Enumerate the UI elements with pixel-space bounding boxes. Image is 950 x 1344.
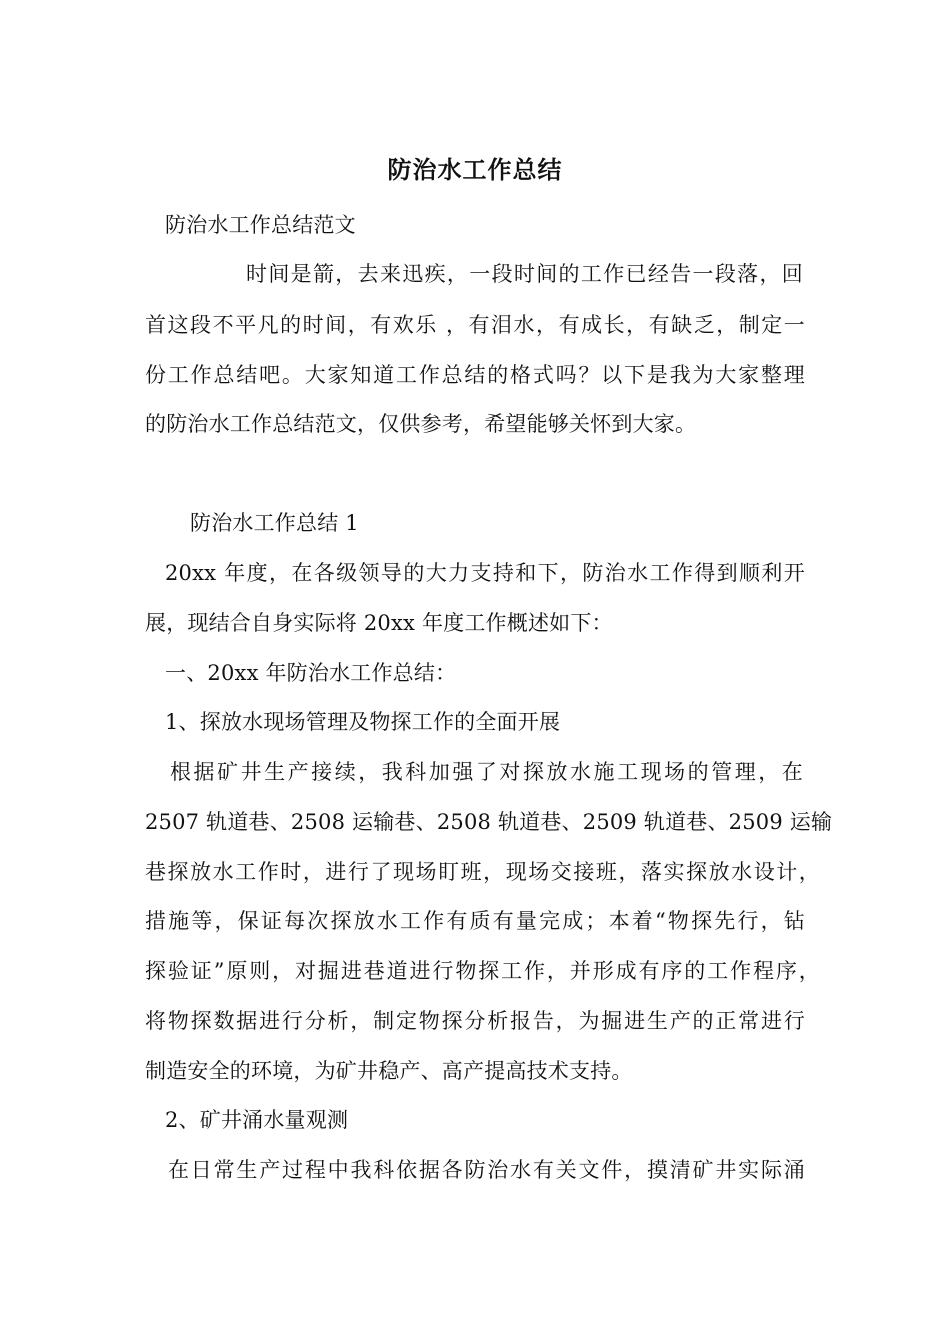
item1-title: 1、探放水现场管理及物探工作的全面开展	[165, 710, 561, 734]
intro-line-2: 首这段不平凡的时间，有欢乐 ，有泪水，有成长，有缺乏，制定一	[145, 313, 805, 337]
item1-line-2: 2507 轨道巷、2508 运输巷、2508 轨道巷、2509 轨道巷、2509 运输	[145, 810, 833, 834]
document-title: 防治水工作总结	[387, 155, 563, 184]
item2-title: 2、矿井涌水量观测	[165, 1108, 349, 1132]
intro-line-1: 时间是箭，去来迅疾，一段时间的工作已经告一段落，回	[246, 262, 803, 286]
section-heading: 防治水工作总结 1	[190, 511, 359, 535]
heading-one: 一、20xx 年防治水工作总结：	[165, 661, 457, 685]
intro-line-3: 份工作总结吧。大家知道工作总结的格式吗？以下是我为大家整理	[145, 363, 805, 387]
para1-line-1: 20xx 年度，在各级领导的大力支持和下，防治水工作得到顺利开	[165, 561, 805, 585]
document-subtitle: 防治水工作总结范文	[165, 213, 356, 237]
item1-line-5: 探验证”原则，对掘进巷道进行物探工作，并形成有序的工作程序，	[145, 959, 820, 983]
item1-line-3: 巷探放水工作时，进行了现场盯班，现场交接班，落实探放水设计，	[145, 860, 820, 884]
item1-line-4: 措施等，保证每次探放水工作有质有量完成；本着“物探先行，钻	[145, 909, 805, 933]
intro-line-4: 的防治水工作总结范文，仅供参考，希望能够关怀到大家。	[145, 412, 697, 436]
item1-line-7: 制造安全的环境，为矿井稳产、高产提高技术支持。	[145, 1059, 633, 1083]
item1-line-1: 根据矿井生产接续，我科加强了对探放水施工现场的管理，在	[170, 760, 803, 784]
para1-line-2: 展，现结合自身实际将 20xx 年度工作概述如下：	[145, 611, 613, 635]
item2-line-1: 在日常生产过程中我科依据各防治水有关文件，摸清矿井实际涌	[168, 1158, 805, 1182]
item1-line-6: 将物探数据进行分析，制定物探分析报告，为掘进生产的正常进行	[145, 1009, 805, 1033]
